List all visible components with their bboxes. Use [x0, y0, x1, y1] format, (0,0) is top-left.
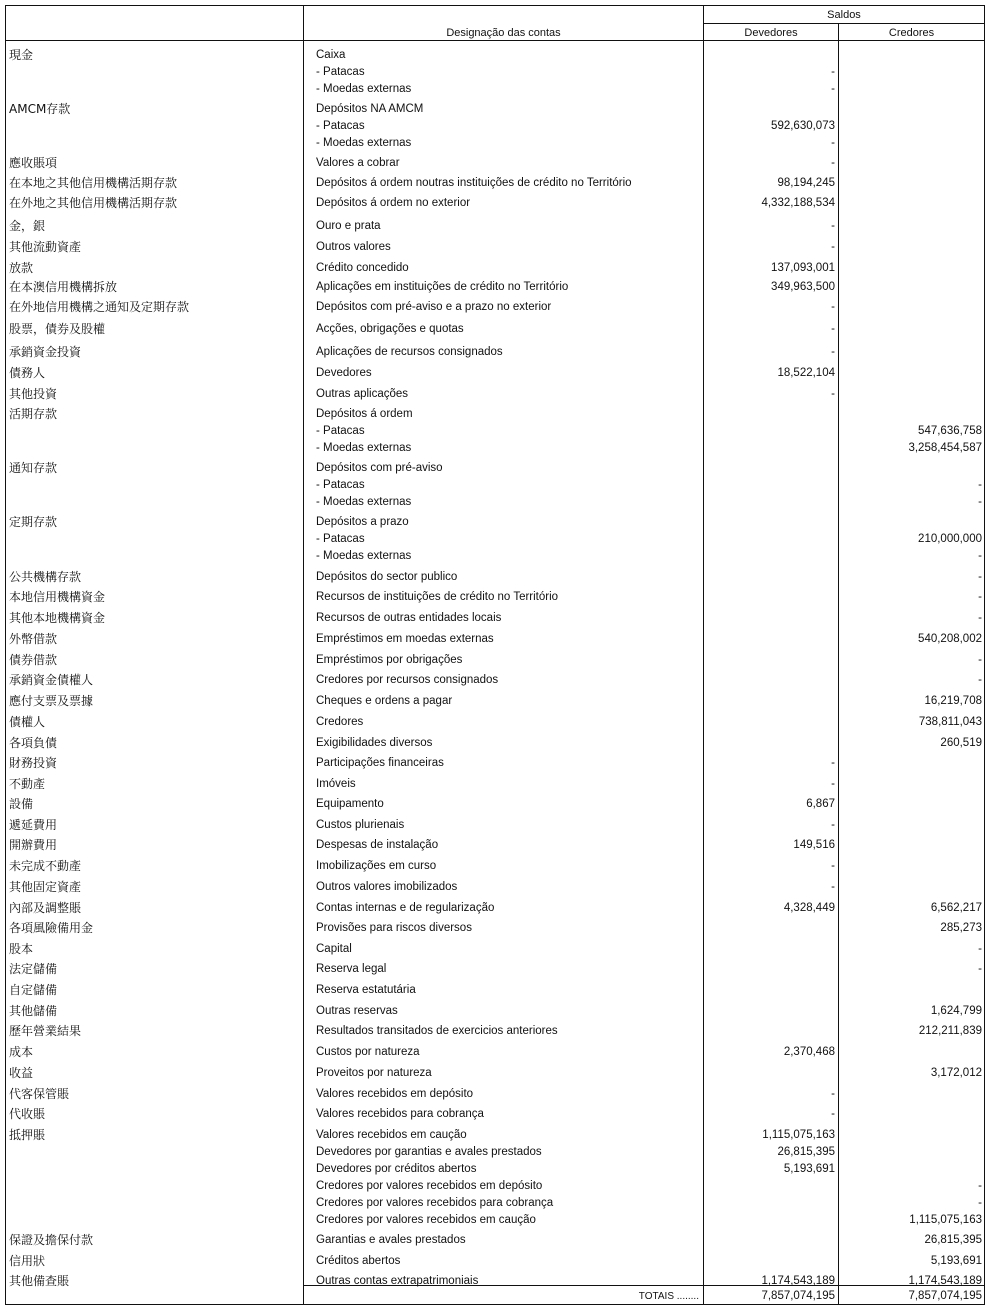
chinese-account-name: 歷年營業結果: [9, 1024, 82, 1038]
chinese-account-name: 開辦費用: [9, 838, 58, 852]
credores-value: 210,000,000: [918, 533, 982, 545]
account-designation: Empréstimos por obrigações: [316, 654, 463, 666]
devedores-value: -: [831, 301, 835, 313]
chinese-account-name: 抵押賬: [9, 1128, 46, 1142]
devedores-value: 26,815,395: [777, 1146, 835, 1158]
chinese-account-name: 通知存款: [9, 461, 58, 475]
chinese-account-name: 其他流動資產: [9, 240, 82, 254]
chinese-account-name: 放款: [9, 261, 34, 275]
account-designation: - Patacas: [316, 120, 365, 132]
devedores-value: -: [831, 241, 835, 253]
credores-value: -: [978, 1197, 982, 1209]
chinese-account-name: 應收賬項: [9, 156, 58, 170]
account-designation: Reserva legal: [316, 963, 387, 975]
account-designation: Resultados transitados de exercicios anteriores: [316, 1025, 558, 1037]
chinese-account-name: 其他投資: [9, 387, 58, 401]
devedores-value: -: [831, 1088, 835, 1100]
devedores-value: -: [831, 881, 835, 893]
devedores-value: -: [831, 1108, 835, 1120]
chinese-account-name: 債權人: [9, 715, 46, 729]
designacao-header: Designação das contas: [446, 27, 561, 39]
account-designation: Outras reservas: [316, 1005, 398, 1017]
devedores-value: -: [831, 83, 835, 95]
account-designation: Valores recebidos em caução: [316, 1129, 467, 1141]
chinese-account-name: 法定儲備: [9, 962, 58, 976]
chinese-account-name: 保證及擔保付款: [9, 1233, 94, 1247]
credores-value: 212,211,839: [918, 1025, 982, 1037]
account-designation: Imóveis: [316, 778, 356, 790]
credores-value: 285,273: [940, 922, 982, 934]
chinese-account-name: 承銷資金債權人: [9, 673, 94, 687]
chinese-account-name: 應付支票及票據: [9, 694, 94, 708]
credores-value: -: [978, 591, 982, 603]
devedores-value: -: [831, 778, 835, 790]
right-border: [984, 5, 985, 1305]
devedores-value: -: [831, 757, 835, 769]
account-designation: Credores por valores recebidos para cobrança: [316, 1197, 554, 1209]
devedores-value: 4,328,449: [783, 902, 835, 914]
devedores-value: 1,115,075,163: [762, 1129, 835, 1141]
chinese-account-name: 其他儲備: [9, 1004, 58, 1018]
devedores-value: -: [831, 220, 835, 232]
credores-value: 738,811,043: [918, 716, 982, 728]
chinese-account-name: 金，銀: [9, 219, 46, 233]
account-designation: Depósitos á ordem no exterior: [316, 197, 471, 209]
credores-value: -: [978, 654, 982, 666]
account-designation: - Moedas externas: [316, 83, 412, 95]
account-designation: Equipamento: [316, 798, 384, 810]
account-designation: Outros valores: [316, 241, 391, 253]
chinese-account-name: 定期存款: [9, 515, 58, 529]
account-designation: Aplicações em instituições de crédito no Território: [316, 281, 569, 293]
account-designation: Empréstimos em moedas externas: [316, 633, 494, 645]
account-designation: Credores por recursos consignados: [316, 674, 499, 686]
credores-value: 1,624,799: [930, 1005, 982, 1017]
devedores-value: -: [831, 137, 835, 149]
chinese-account-name: 信用狀: [9, 1254, 46, 1268]
totals-label: TOTAIS ........: [638, 1291, 699, 1302]
credores-value: -: [978, 963, 982, 975]
trial-balance-table: [5, 5, 985, 1305]
account-designation: Depósitos do sector publico: [316, 571, 458, 583]
account-designation: Imobilizações em curso: [316, 860, 437, 872]
chinese-account-name: 現金: [9, 48, 34, 62]
left-border: [5, 5, 6, 1305]
credores-value: 540,208,002: [918, 633, 982, 645]
devedores-value: -: [831, 66, 835, 78]
account-designation: Capital: [316, 943, 352, 955]
account-designation: Depósitos a prazo: [316, 516, 409, 528]
account-designation: Reserva estatutária: [316, 984, 416, 996]
account-designation: Recursos de instituições de crédito no Território: [316, 591, 559, 603]
account-designation: Outros valores imobilizados: [316, 881, 458, 893]
chinese-account-name: 其他固定資產: [9, 880, 82, 894]
devedores-value: 18,522,104: [777, 367, 835, 379]
devedores-value: 6,867: [806, 798, 835, 810]
chinese-account-name: 自定儲備: [9, 983, 58, 997]
credores-value: -: [978, 550, 982, 562]
totals-credores: 7,857,074,195: [908, 1290, 982, 1302]
account-designation: - Moedas externas: [316, 137, 412, 149]
account-designation: Credores: [316, 716, 364, 728]
column-divider-3: [838, 23, 839, 1305]
account-designation: Custos por natureza: [316, 1046, 420, 1058]
chinese-account-name: 遞延費用: [9, 818, 58, 832]
credores-value: -: [978, 571, 982, 583]
credores-value: 6,562,217: [930, 902, 982, 914]
devedores-value: 149,516: [793, 839, 835, 851]
devedores-value: -: [831, 323, 835, 335]
column-divider-2: [703, 5, 704, 1305]
credores-value: 16,219,708: [924, 695, 982, 707]
chinese-account-name: 股票，債券及股權: [9, 322, 106, 336]
account-designation: - Patacas: [316, 479, 365, 491]
account-designation: Depósitos á ordem noutras instituições de crédito no Território: [316, 177, 632, 189]
column-divider-1: [303, 5, 304, 1305]
saldos-divider: [703, 23, 985, 24]
credores-value: 260,519: [940, 737, 982, 749]
account-designation: - Patacas: [316, 533, 365, 545]
account-designation: Cheques e ordens a pagar: [316, 695, 453, 707]
devedores-header: Devedores: [744, 27, 798, 39]
chinese-account-name: 本地信用機構資金: [9, 590, 106, 604]
account-designation: Participações financeiras: [316, 757, 444, 769]
chinese-account-name: 在外地信用機構之通知及定期存款: [9, 300, 190, 314]
account-designation: Custos plurienais: [316, 819, 405, 831]
chinese-account-name: 代客保管賬: [9, 1087, 70, 1101]
chinese-account-name: 各項負債: [9, 736, 58, 750]
account-designation: Exigibilidades diversos: [316, 737, 433, 749]
credores-value: 5,193,691: [930, 1255, 982, 1267]
chinese-account-name: 內部及調整賬: [9, 901, 82, 915]
credores-header: Credores: [888, 27, 935, 39]
account-designation: Caixa: [316, 49, 346, 61]
chinese-account-name: 其他本地機構資金: [9, 611, 106, 625]
account-designation: Outras aplicações: [316, 388, 409, 400]
chinese-account-name: 財務投資: [9, 756, 58, 770]
credores-value: -: [978, 479, 982, 491]
account-designation: Proveitos por natureza: [316, 1067, 432, 1079]
devedores-value: 349,963,500: [771, 281, 835, 293]
devedores-value: -: [831, 157, 835, 169]
account-designation: Aplicações de recursos consignados: [316, 346, 503, 358]
chinese-account-name: 外幣借款: [9, 632, 58, 646]
credores-value: 1,115,075,163: [909, 1214, 982, 1226]
chinese-account-name: 設備: [9, 797, 34, 811]
chinese-account-name: 其他備查賬: [9, 1274, 70, 1288]
devedores-value: 5,193,691: [783, 1163, 835, 1175]
devedores-value: 98,194,245: [777, 177, 835, 189]
chinese-account-name: 不動產: [9, 777, 46, 791]
chinese-account-name: 公共機構存款: [9, 570, 82, 584]
account-designation: Provisões para riscos diversos: [316, 922, 472, 934]
account-designation: Outras contas extrapatrimoniais: [316, 1275, 479, 1287]
account-designation: - Patacas: [316, 66, 365, 78]
account-designation: Credores por valores recebidos em depósito: [316, 1180, 543, 1192]
account-designation: Devedores por garantias e avales prestados: [316, 1146, 542, 1158]
devedores-value: -: [831, 819, 835, 831]
account-designation: Despesas de instalação: [316, 839, 439, 851]
chinese-account-name: 各項風險備用金: [9, 921, 94, 935]
chinese-account-name: 活期存款: [9, 407, 58, 421]
account-designation: Contas internas e de regularização: [316, 902, 495, 914]
devedores-value: -: [831, 346, 835, 358]
account-designation: Valores recebidos para cobrança: [316, 1108, 484, 1120]
totals-devedores: 7,857,074,195: [761, 1290, 835, 1302]
chinese-account-name: 承銷資金投資: [9, 345, 82, 359]
chinese-account-name: 債務人: [9, 366, 46, 380]
credores-value: 3,172,012: [930, 1067, 982, 1079]
account-designation: - Moedas externas: [316, 496, 412, 508]
devedores-value: 137,093,001: [771, 262, 835, 274]
credores-value: -: [978, 943, 982, 955]
account-designation: - Moedas externas: [316, 550, 412, 562]
account-designation: - Patacas: [316, 425, 365, 437]
account-designation: Depósitos NA AMCM: [316, 103, 424, 115]
credores-value: 547,636,758: [918, 425, 982, 437]
credores-value: -: [978, 1180, 982, 1192]
credores-value: -: [978, 674, 982, 686]
account-designation: Depósitos á ordem: [316, 408, 413, 420]
credores-value: 26,815,395: [924, 1234, 982, 1246]
credores-value: 3,258,454,587: [908, 442, 982, 454]
chinese-account-name: AMCM存款: [9, 102, 71, 116]
account-designation: Devedores por créditos abertos: [316, 1163, 477, 1175]
devedores-value: -: [831, 388, 835, 400]
account-designation: Depósitos com pré-aviso: [316, 462, 443, 474]
account-designation: Valores a cobrar: [316, 157, 400, 169]
chinese-account-name: 未完成不動產: [9, 859, 82, 873]
devedores-value: -: [831, 860, 835, 872]
account-designation: Valores recebidos em depósito: [316, 1088, 474, 1100]
devedores-value: 592,630,073: [771, 120, 835, 132]
credores-value: -: [978, 612, 982, 624]
devedores-value: 4,332,188,534: [761, 197, 835, 209]
account-designation: Créditos abertos: [316, 1255, 401, 1267]
devedores-value: 2,370,468: [783, 1046, 835, 1058]
account-designation: Recursos de outras entidades locais: [316, 612, 502, 624]
chinese-account-name: 股本: [9, 942, 34, 956]
account-designation: Credores por valores recebidos em caução: [316, 1214, 536, 1226]
account-designation: Acções, obrigações e quotas: [316, 323, 464, 335]
account-designation: Devedores: [316, 367, 372, 379]
credores-value: -: [978, 496, 982, 508]
saldos-header: Saldos: [827, 9, 861, 21]
account-designation: Depósitos com pré-aviso e a prazo no exterior: [316, 301, 552, 313]
account-designation: - Moedas externas: [316, 442, 412, 454]
devedores-value: 1,174,543,189: [761, 1275, 835, 1287]
chinese-account-name: 成本: [9, 1045, 34, 1059]
chinese-account-name: 代收賬: [9, 1107, 46, 1121]
top-border: [5, 5, 985, 6]
account-designation: Garantias e avales prestados: [316, 1234, 466, 1246]
chinese-account-name: 在外地之其他信用機構活期存款: [9, 196, 178, 210]
account-designation: Crédito concedido: [316, 262, 409, 274]
chinese-account-name: 在本澳信用機構拆放: [9, 280, 118, 294]
chinese-account-name: 在本地之其他信用機構活期存款: [9, 176, 178, 190]
credores-value: 1,174,543,189: [908, 1275, 982, 1287]
chinese-account-name: 收益: [9, 1066, 34, 1080]
account-designation: Ouro e prata: [316, 220, 381, 232]
chinese-account-name: 債券借款: [9, 653, 58, 667]
